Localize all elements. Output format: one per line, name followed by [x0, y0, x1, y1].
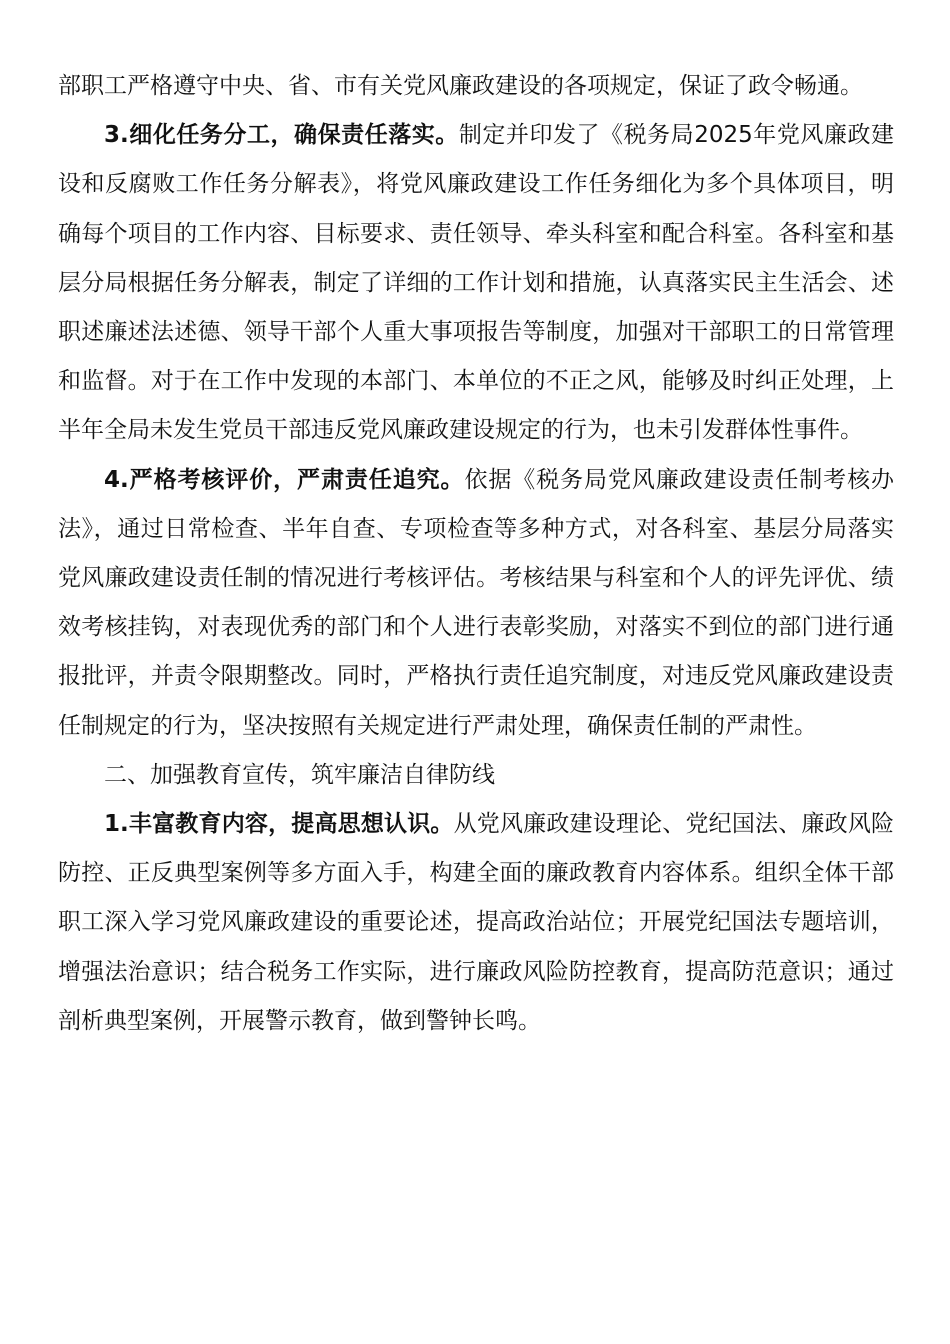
- document-body: [58, 62, 894, 1046]
- paragraph-body-text: 从党风廉政建设理论、党纪国法、廉政风险防控、正反典型案例等多方面入手，构建全面的廉政教育内容体系。组织全体干部职工深入学习党风廉政建设的重要论述，提高政治站位；开展党纪国法专题培训，增强法治意识；结合税务工作实际，进行廉政风险防控教育，提高防范意识；通过剖析典型案例，开展警示教育，做到警钟长鸣。: [58, 811, 895, 1034]
- paragraph-continuation: 部职工严格遵守中央、省、市有关党风廉政建设的各项规定，保证了政令畅通。: [58, 73, 863, 99]
- paragraph-body-text: 制定并印发了《税务局2025年党风廉政建设和反腐败工作任务分解表》，将党风廉政建设工作任务细化为多个具体项目，明确每个项目的工作内容、目标要求、责任领导、牵头科室和配合科室。各科室和基层分局根据任务分解表，制定了详细的工作计划和措施，认真落实民主生活会、述职述廉述法述德、领导干部个人重大事项报告等制度，加强对干部职工的日常管理和监督。对于在工作中发现的本部门、本单位的不正之风，能够及时纠正处理，上半年全局未发生党员干部违反党风廉政建设规定的行为，也未引发群体性事件。: [58, 122, 894, 444]
- paragraph-education-content: [58, 800, 894, 1046]
- paragraph-lead-heading: 1.丰富教育内容，提高思想认识。: [104, 811, 454, 838]
- section-heading-education: 二、加强教育宣传，筑牢廉洁自律防线: [104, 761, 495, 788]
- paragraph-assessment: [58, 456, 894, 751]
- paragraph-body-text: 依据《税务局党风廉政建设责任制考核办法》，通过日常检查、半年自查、专项检查等多种方式，对各科室、基层分局落实党风廉政建设责任制的情况进行考核评估。考核结果与科室和个人的评先评优、绩效考核挂钩，对表现优秀的部门和个人进行表彰奖励，对落实不到位的部门进行通报批评，并责令限期整改。同时，严格执行责任追究制度，对违反党风廉政建设责任制规定的行为，坚决按照有关规定进行严肃处理，确保责任制的严肃性。: [58, 466, 894, 739]
- paragraph-lead-heading: 3.细化任务分工，确保责任落实。: [104, 122, 459, 149]
- paragraph-task-division: [58, 111, 894, 455]
- paragraph-lead-heading: 4.严格考核评价，严肃责任追究。: [104, 466, 465, 493]
